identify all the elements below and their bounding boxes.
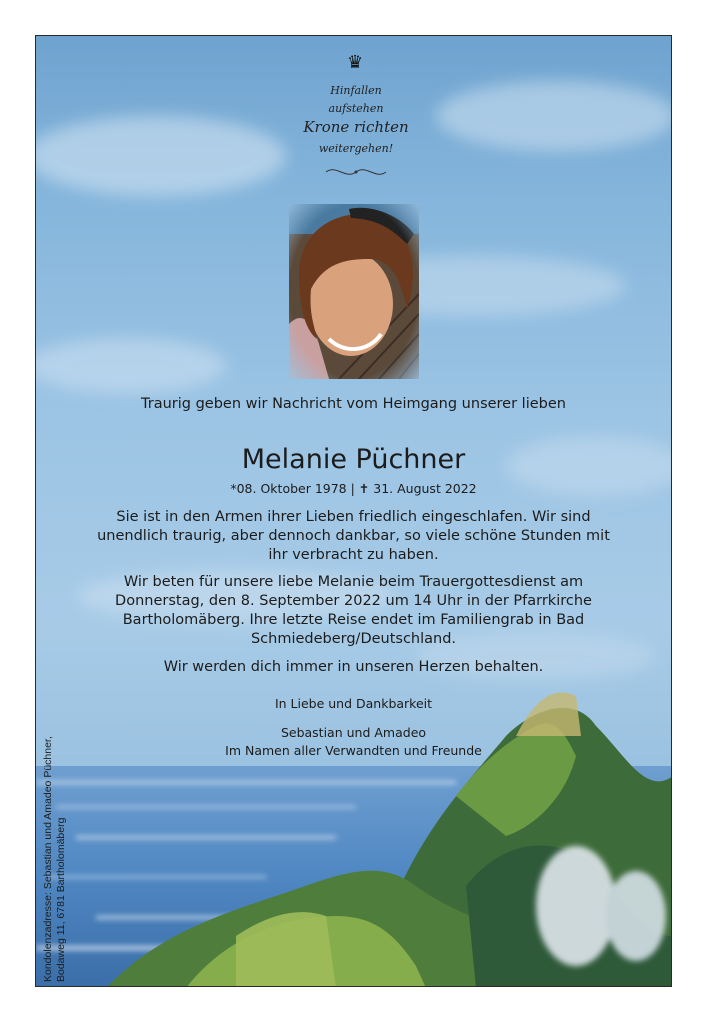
signers — [36, 724, 671, 760]
deceased-name: Melanie Püchner — [241, 444, 466, 475]
paragraph-1 — [36, 508, 671, 565]
paragraph-2-line: Donnerstag, den 8. September 2022 um 14 Uhr in der Pfarrkirche — [115, 593, 592, 609]
motto-line-3: Krone richten — [303, 118, 409, 136]
closing-text: In Liebe und Dankbarkeit — [274, 696, 433, 711]
paragraph-2 — [36, 573, 671, 649]
condolence-address — [42, 712, 68, 982]
condolence-address-line: Bodaweg 11, 6781 Bartholomäberg — [55, 817, 67, 982]
emblem — [301, 50, 411, 200]
signers-names: Sebastian und Amadeo — [280, 725, 427, 740]
portrait-photo — [289, 204, 419, 379]
paragraph-3: Wir werden dich immer in unseren Herzen behalten. — [163, 659, 544, 675]
signers-subtitle: Im Namen aller Verwandten und Freunde — [225, 743, 482, 758]
flourish-icon — [321, 162, 391, 182]
motto-line-1: Hinfallen — [330, 84, 382, 97]
paragraph-1-line: Sie ist in den Armen ihrer Lieben friedlich eingeschlafen. Wir sind — [116, 509, 591, 525]
paragraph-1-line: unendlich traurig, aber dennoch dankbar, so viele schöne Stunden mit — [97, 528, 610, 544]
crown-icon: ♛ — [347, 52, 364, 73]
paragraph-2-line: Schmiedeberg/Deutschland. — [250, 631, 457, 647]
motto-line-2: aufstehen — [328, 102, 384, 115]
paragraph-2-line: Wir beten für unsere liebe Melanie beim Trauergottesdienst am — [123, 574, 584, 590]
motto-line-4: weitergehen! — [318, 142, 394, 155]
intro-text: Traurig geben wir Nachricht vom Heimgang unserer lieben — [141, 396, 566, 412]
condolence-address-line: Kondolenzadresse: Sebastian und Amadeo Püchner, — [42, 736, 54, 982]
paragraph-2-line: Bartholomäberg. Ihre letzte Reise endet im Familiengrab in Bad — [122, 612, 585, 628]
obituary-card — [35, 35, 672, 987]
life-dates: *08. Oktober 1978 | ✝ 31. August 2022 — [230, 481, 477, 496]
paragraph-1-line: ihr verbracht zu haben. — [268, 547, 439, 563]
